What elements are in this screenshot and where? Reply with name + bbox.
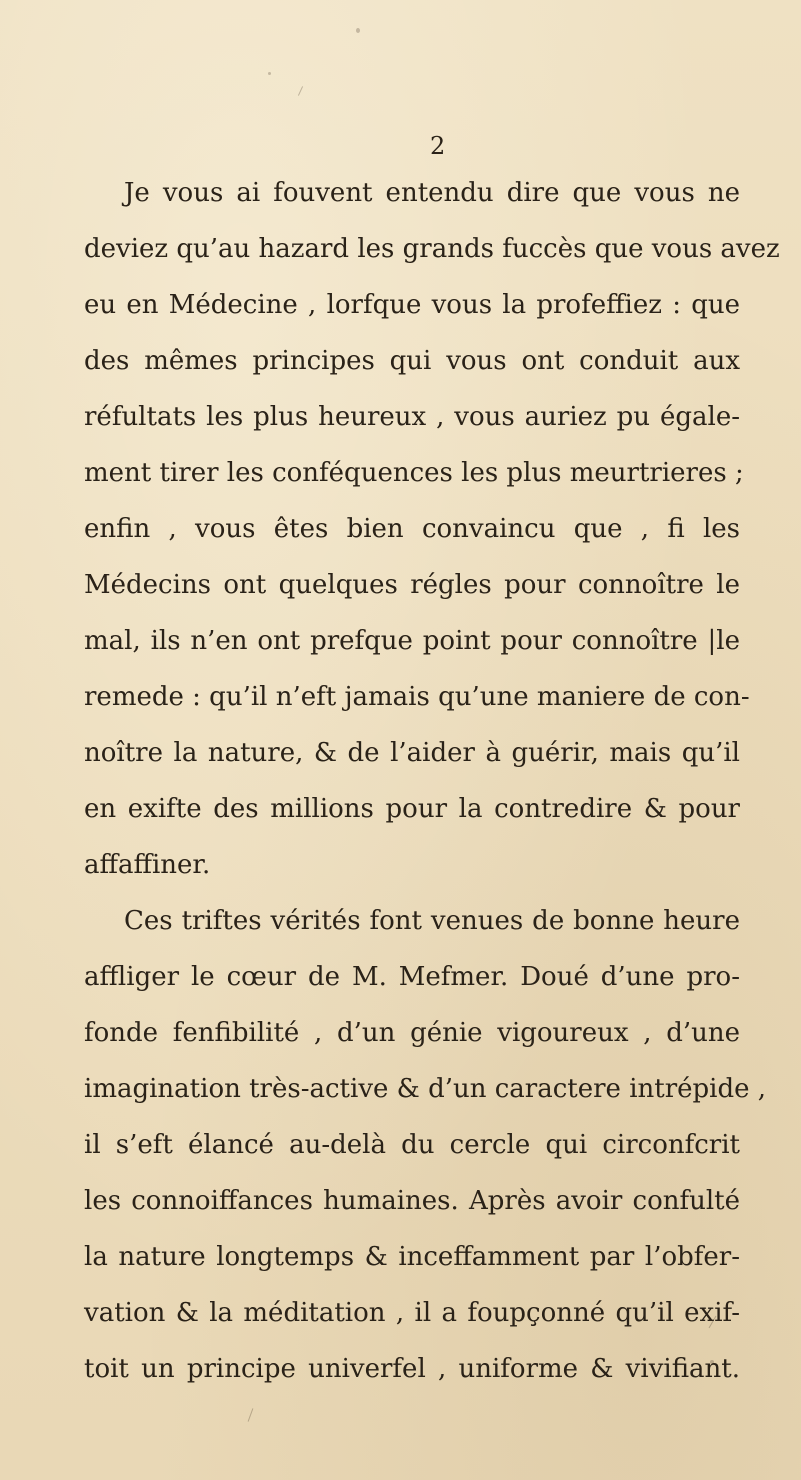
text-line: Ces triftes vérités font venues de bonne heure [124, 906, 740, 936]
text-line: eu en Médecine , lorfque vous la profeffiez : que [84, 290, 740, 320]
paper-speck [356, 28, 360, 33]
text-line: il s’eft élancé au-delà du cercle qui circonfcrit [84, 1130, 740, 1160]
text-line: réfultats les plus heureux , vous auriez pu égale- [84, 402, 740, 432]
text-line: en exifte des millions pour la contredire & pour [84, 794, 740, 824]
text-line: Médecins ont quelques régles pour connoître le [84, 570, 740, 600]
text-line: ment tirer les conféquences les plus meurtrieres ; [84, 458, 744, 488]
text-line: remede : qu’il n’eft jamais qu’une maniere de con- [84, 682, 750, 712]
paper-mark [298, 86, 303, 95]
text-line: mal, ils n’en ont prefque point pour connoître |le [84, 626, 740, 656]
text-line: des mêmes principes qui vous ont conduit aux [84, 346, 740, 376]
page-number: 2 [430, 132, 447, 160]
text-line: Je vous ai fouvent entendu dire que vous ne [124, 178, 740, 208]
text-line: fonde fenfibilité , d’un génie vigoureux , d’une [84, 1018, 740, 1048]
text-line: toit un principe univerfel , uniforme & vivifiant. [84, 1354, 740, 1384]
text-line: imagination très-active & d’un caractere intrépide , [84, 1074, 767, 1104]
text-line: enfin , vous êtes bien convaincu que , fi les [84, 514, 740, 544]
text-line: noître la nature, & de l’aider à guérir, mais qu’il [84, 738, 740, 768]
text-line: deviez qu’au hazard les grands fuccès que vous avez [84, 234, 780, 264]
text-line: affliger le cœur de M. Mefmer. Doué d’une pro- [84, 962, 740, 992]
paper-speck [268, 72, 271, 75]
text-line: affaffiner. [84, 850, 211, 880]
text-line: les connoiffances humaines. Après avoir confulté [84, 1186, 740, 1216]
text-line: vation & la méditation , il a foupçonné qu’il exif- [84, 1298, 740, 1328]
paper-mark [248, 1408, 254, 1421]
text-line: la nature longtemps & inceffamment par l’obfer- [84, 1242, 740, 1272]
